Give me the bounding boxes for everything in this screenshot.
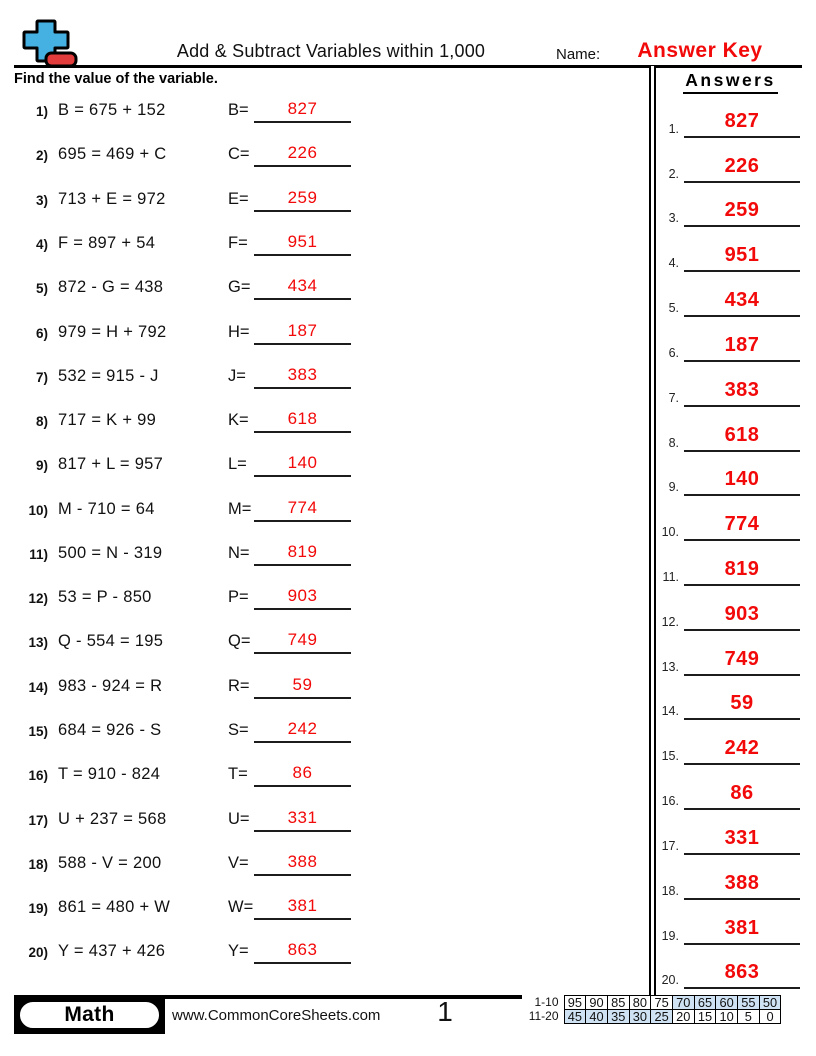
subject-label: Math [18,1000,161,1030]
answers-panel-row [653,195,801,227]
variable-label: H= [228,322,250,341]
answer-line [684,868,800,900]
answers-panel-row [653,913,801,945]
grading-score-cell: 35 [607,1010,629,1024]
grading-score-cell: 5 [738,1010,760,1024]
grading-score-cell: 75 [651,996,673,1010]
problem-equation: 684 = 926 - S [58,720,162,739]
answer-key-value: 187 [724,333,760,356]
answer-line [684,375,800,407]
answer-key-value: 774 [724,513,760,536]
answer-key-value: 819 [724,558,760,580]
answers-panel-row [653,106,801,138]
answer-line [684,823,800,855]
grading-score-cell: 20 [672,1010,694,1024]
variable-label: Y= [228,942,249,961]
answer-index: 13. [661,659,679,674]
grading-score-cell: 10 [716,1010,738,1024]
answer-key-value: 749 [724,647,760,670]
answers-panel-row [653,868,801,900]
answer-blank-line [254,274,351,300]
answer-line [684,106,800,138]
problem-equation: 861 = 480 + W [58,898,171,917]
problem-row [14,806,360,832]
answer-line [684,688,800,720]
problem-equation: 500 = N - 319 [58,543,163,562]
answer-line [684,330,800,362]
answer-line [684,554,800,586]
answer-line [684,509,800,541]
problem-row [14,186,360,212]
subject-badge [14,997,165,1034]
answer-value: 827 [287,99,318,119]
grading-score-cell: 60 [716,996,738,1010]
answer-value: 618 [287,409,318,429]
answer-line [684,644,800,676]
answer-blank-line [254,496,351,522]
problem-equation: Y = 437 + 426 [58,942,166,961]
answer-line [684,733,800,765]
answer-index: 5. [668,301,679,316]
variable-label: U= [228,809,250,828]
answer-index: 19. [661,928,679,943]
problem-equation: M - 710 = 64 [58,499,155,518]
answer-blank-line [254,673,351,699]
problem-number: 13) [28,635,48,651]
answers-panel-row [653,823,801,855]
answer-key-value: 140 [724,468,760,491]
variable-label: E= [228,189,249,208]
answer-index: 16. [661,794,679,809]
answer-blank-line [254,97,351,123]
grading-score-cell: 30 [629,1010,651,1024]
answer-value: 774 [287,497,318,517]
grading-score-cell: 70 [672,996,694,1010]
problem-number: 18) [28,856,48,872]
website-link[interactable]: www.CommonCoreSheets.com [172,1007,381,1024]
problem-row [14,407,360,433]
answer-key-value: 434 [724,289,760,312]
answers-panel-row [653,420,801,452]
grading-score-cell: 90 [586,996,608,1010]
answer-blank-line [254,806,351,832]
problem-number: 14) [28,679,48,695]
answer-blank-line [254,451,351,477]
problem-equation: 872 - G = 438 [58,278,164,297]
answer-index: 18. [661,883,679,898]
variable-label: Q= [228,632,251,651]
answer-blank-line [254,717,351,743]
answer-index: 12. [661,614,679,629]
variable-label: C= [228,145,250,164]
answer-blank-line [254,230,351,256]
answer-line [684,957,800,989]
answer-value: 749 [287,630,318,650]
grading-score-cell: 45 [564,1010,586,1024]
answer-blank-line [254,761,351,787]
variable-label: T= [228,765,248,784]
answer-value: 863 [287,940,318,960]
variable-label: N= [228,543,250,562]
problem-equation: 588 - V = 200 [58,853,162,872]
answer-line [684,420,800,452]
problem-row [14,628,360,654]
problem-row [14,673,360,699]
variable-label: M= [228,499,252,518]
answer-blank-line [254,628,351,654]
grading-score-cell: 95 [564,996,586,1010]
problem-equation: 53 = P - 850 [58,588,152,607]
grading-score-cell: 0 [759,1010,781,1024]
answer-key-value: 226 [724,154,760,177]
problem-row [14,496,360,522]
problem-row [14,894,360,920]
problem-row [14,850,360,876]
grading-score-cell: 80 [629,996,651,1010]
problem-equation: 817 + L = 957 [58,455,164,474]
answer-index: 6. [668,345,679,360]
variable-label: L= [228,455,247,474]
answers-panel-row [653,733,801,765]
variable-label: G= [228,278,251,297]
problem-number: 4) [35,237,48,252]
problem-number: 8) [35,414,48,430]
answer-index: 20. [661,973,679,988]
answer-key-value: 86 [730,782,754,805]
variable-label: K= [228,411,249,430]
header-divider [14,65,802,68]
problem-row [14,761,360,787]
variable-label: S= [228,720,249,739]
problem-number: 1) [35,104,48,120]
answer-index: 8. [668,435,679,450]
answer-key-value: 383 [724,378,760,401]
problem-row [14,141,360,167]
answer-blank-line [254,540,351,566]
problem-row [14,938,360,964]
variable-label: V= [228,853,249,872]
problem-number: 19) [28,901,48,917]
answers-panel-row [653,285,801,317]
grading-row [518,996,781,1010]
answer-key-value: 951 [724,244,760,267]
variable-label: J= [228,366,246,385]
grading-score-cell: 50 [759,996,781,1010]
problem-equation: 695 = 469 + C [58,145,167,164]
grading-score-cell: 85 [607,996,629,1010]
answers-panel-row [653,554,801,586]
answer-value: 388 [287,851,318,871]
answer-blank-line [254,850,351,876]
problem-number: 3) [35,192,48,208]
answer-value: 819 [287,541,318,561]
answer-line [684,285,800,317]
answers-panel-row [653,509,801,541]
problem-equation: 979 = H + 792 [58,322,167,341]
variable-label: F= [228,234,248,252]
answer-value: 951 [287,232,318,251]
answer-value: 434 [287,276,318,296]
answers-panel-row [653,957,801,989]
answer-blank-line [254,141,351,167]
answers-panel-row [653,375,801,407]
problem-row [14,540,360,566]
problem-equation: Q - 554 = 195 [58,632,164,651]
problem-number: 10) [28,502,48,518]
answers-panel-row [653,240,801,272]
grading-score-cell: 15 [694,1010,716,1024]
answer-index: 7. [668,390,679,405]
answer-line [684,195,800,227]
answer-value: 140 [287,453,318,473]
answer-blank-line [254,363,351,389]
answer-key-value: 242 [724,737,760,760]
variable-label: B= [228,101,249,120]
answers-panel-row [653,464,801,496]
grading-score-cell: 55 [738,996,760,1010]
answer-index: 1. [668,121,679,136]
grading-table [518,995,781,1024]
answers-panel-row [653,778,801,810]
answer-blank-line [254,894,351,920]
problem-number: 12) [28,591,48,607]
answer-line [684,599,800,631]
instruction-text: Find the value of the variable. [14,71,218,87]
answer-value: 242 [287,718,318,738]
answers-panel-row [653,644,801,676]
answer-key-value: 827 [724,109,760,132]
problem-equation: B = 675 + 152 [58,101,166,120]
worksheet-title: Add & Subtract Variables within 1,000 [176,41,486,61]
problem-equation: 717 = K + 99 [58,411,157,430]
problem-row [14,451,360,477]
answer-blank-line [254,407,351,433]
answer-key-value: 381 [724,916,760,939]
problem-number: 2) [35,148,48,164]
answer-index: 17. [661,838,679,853]
answer-index: 10. [661,525,679,540]
answer-blank-line [254,186,351,212]
answers-panel-row [653,599,801,631]
answer-key-value: 618 [724,423,760,446]
problem-equation: U + 237 = 568 [58,809,167,828]
problem-row [14,363,360,389]
answer-line [684,240,800,272]
grading-range-label: 1-10 [534,995,559,1009]
answer-index: 14. [661,704,679,719]
answer-key-value: 388 [724,871,760,894]
answer-value: 226 [287,143,318,163]
name-label: Name: [556,46,601,63]
answer-value: 331 [287,807,318,827]
answers-panel-row [653,688,801,720]
problem-row [14,584,360,610]
problem-number: 6) [35,325,48,341]
answer-index: 4. [668,256,679,271]
answer-value: 383 [287,364,318,384]
problem-equation: 983 - 924 = R [58,676,163,695]
problem-equation: 532 = 915 - J [58,366,159,385]
answer-index: 2. [668,166,679,181]
answer-key-value: 903 [724,602,760,625]
answer-index: 3. [668,211,679,226]
answer-value: 187 [287,320,318,340]
answer-value: 59 [292,674,313,694]
problem-equation: 713 + E = 972 [58,189,166,208]
answer-key-value: 59 [730,692,754,715]
answer-key-value: 259 [724,199,760,222]
answers-panel-header [659,70,802,94]
answers-panel-row [653,330,801,362]
problem-number: 20) [28,945,48,961]
answer-line [684,151,800,183]
grading-range-label: 11-20 [528,1009,559,1023]
page-number: 1 [437,996,453,1027]
answer-key-value: 863 [724,961,760,984]
problem-equation: F = 897 + 54 [58,234,156,252]
problem-row [14,230,360,256]
answer-blank-line [254,584,351,610]
answer-line [684,913,800,945]
answer-value: 86 [292,763,313,783]
problem-number: 5) [35,281,48,297]
answer-value: 381 [287,896,318,916]
problem-row [14,274,360,300]
answer-blank-line [254,938,351,964]
answers-panel-row [653,151,801,183]
answer-blank-line [254,319,351,345]
answers-title: Answers [683,70,777,94]
problem-number: 16) [28,768,48,784]
problem-row [14,319,360,345]
answer-line [684,464,800,496]
answer-value: 259 [287,187,318,207]
problem-number: 7) [35,369,48,385]
variable-label: R= [228,676,250,695]
answer-index: 11. [662,570,679,584]
grading-row [518,1010,781,1024]
answer-line [684,778,800,810]
variable-label: P= [228,588,249,607]
answer-value: 903 [287,586,318,606]
answer-index: 9. [668,480,679,495]
problem-number: 17) [28,812,48,828]
answer-index: 15. [661,749,679,764]
problem-row [14,717,360,743]
variable-label: W= [228,898,254,917]
problem-number: 9) [35,458,48,474]
answer-key-value: 331 [724,826,760,849]
grading-score-cell: 40 [586,1010,608,1024]
problem-row [14,97,360,123]
grading-score-cell: 25 [651,1010,673,1024]
problem-equation: T = 910 - 824 [58,765,161,784]
problem-number: 11) [29,546,48,562]
problem-number: 15) [28,723,48,739]
answer-key-label: Answer Key [637,39,763,62]
grading-score-cell: 65 [694,996,716,1010]
